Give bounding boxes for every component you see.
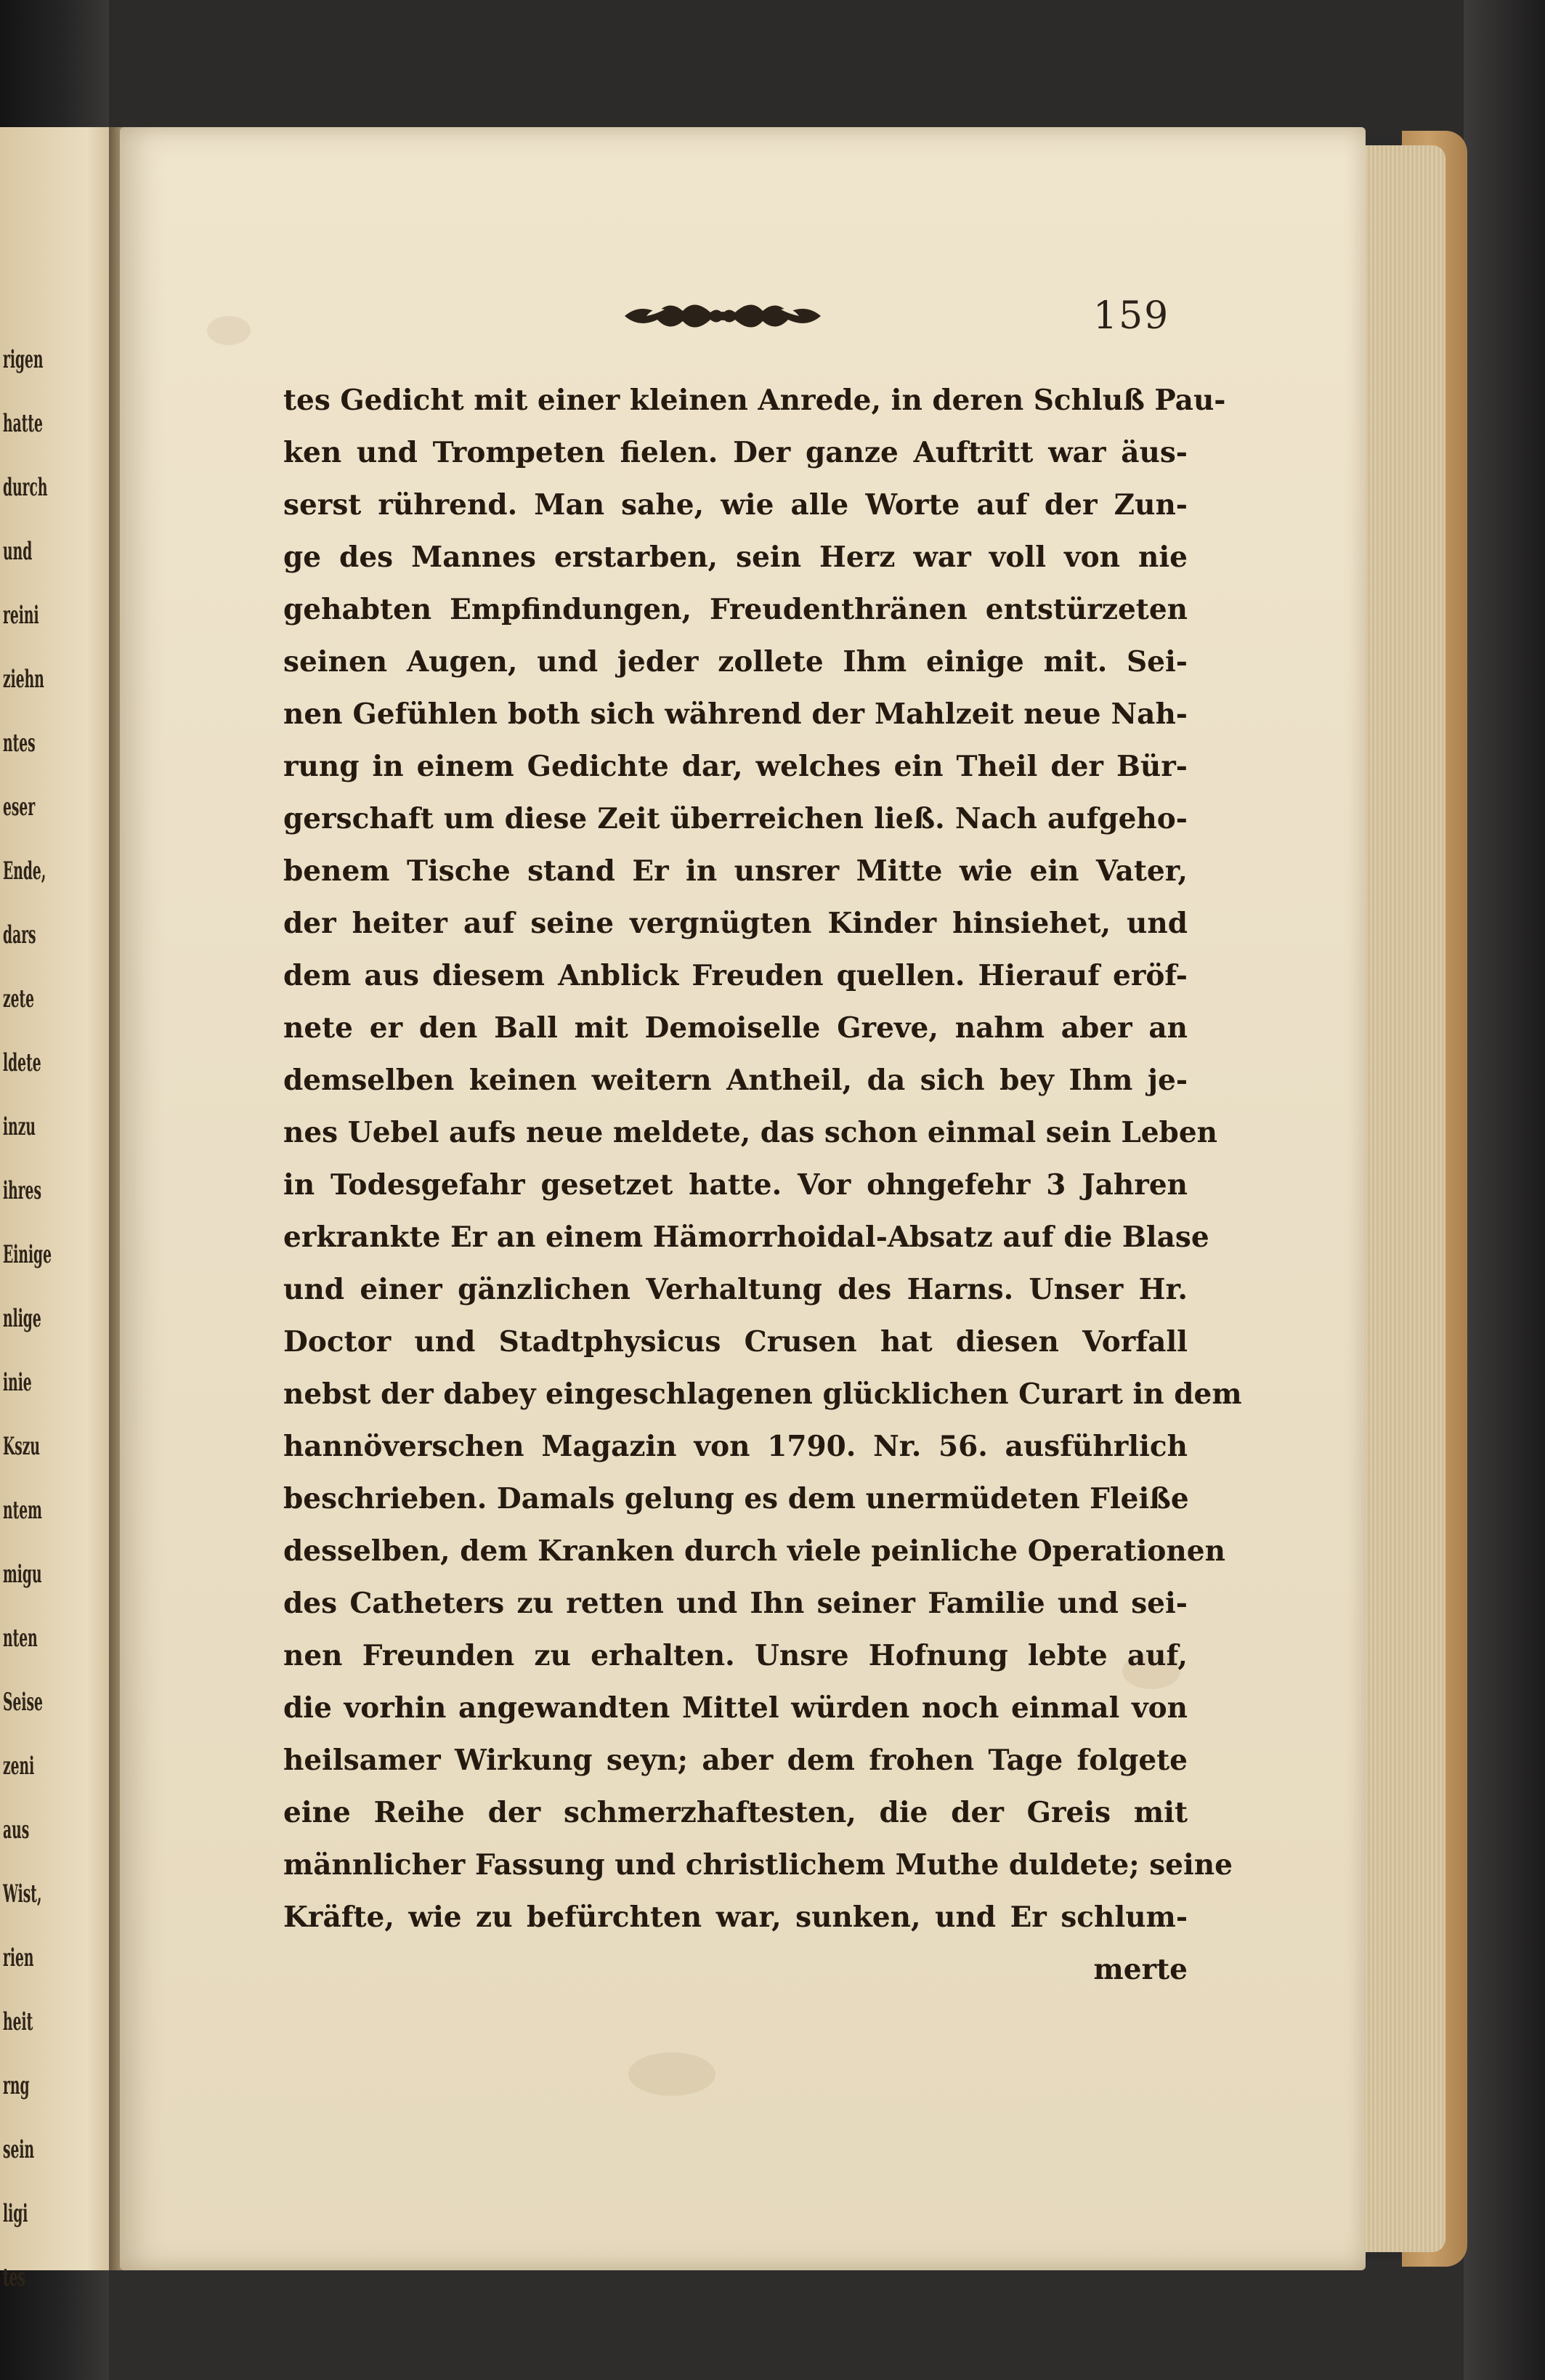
text-line: in Todesgefahr gesetzet hatte. Vor ohngefehr 3 Jahren (283, 1168, 1188, 1202)
left-page-fragment-text: nlige (3, 1304, 41, 1333)
text-line: beschrieben. Damals gelung es dem unermüdeten Fleiße (283, 1482, 1189, 1515)
text-line: heilsamer Wirkung seyn; aber dem frohen Tage folgete (283, 1744, 1188, 1777)
background-top (0, 0, 1545, 138)
text-line: merte (1093, 1953, 1188, 1986)
text-line: männlicher Fassung und christlichem Muthe duldete; seine (283, 1848, 1233, 1882)
left-page-fragment-text: Wist, (3, 1879, 42, 1909)
left-page-fragment-text: Ende, (3, 857, 46, 886)
text-line: desselben, dem Kranken durch viele peinliche Operationen (283, 1534, 1225, 1568)
text-line: tes Gedicht mit einer kleinen Anrede, in deren Schluß Pau- (283, 384, 1226, 417)
left-page-fragment-text: hatte (3, 409, 43, 438)
left-page-fragment-text: ziehn (3, 665, 44, 694)
text-line: nebst der dabey eingeschlagenen glücklichen Curart in dem (283, 1377, 1242, 1411)
left-page-fragment-text: migu (3, 1560, 42, 1589)
left-page-fragment-text: zeni (3, 1752, 35, 1781)
text-line: nen Gefühlen both sich während der Mahlzeit neue Nah- (283, 697, 1188, 731)
text-line: und einer gänzlichen Verhaltung des Harns. Unser Hr. (283, 1273, 1188, 1306)
left-page-fragment-text: sein (3, 2135, 35, 2164)
left-page-fragment (0, 127, 123, 2292)
text-line: nen Freunden zu erhalten. Unsre Hofnung lebte auf, (283, 1639, 1188, 1672)
text-line: seinen Augen, und jeder zollete Ihm einige mit. Sei- (283, 645, 1188, 679)
text-line: des Catheters zu retten und Ihn seiner Familie und sei- (283, 1587, 1188, 1620)
text-line: nete er den Ball mit Demoiselle Greve, nahm aber an (283, 1011, 1188, 1045)
text-line: nes Uebel aufs neue meldete, das schon einmal sein Leben (283, 1116, 1217, 1149)
left-page-fragment-text: zete (3, 984, 35, 1013)
text-line: hannöverschen Magazin von 1790. Nr. 56. ausführlich (283, 1430, 1188, 1463)
left-page-fragment-text: dars (3, 920, 36, 950)
text-line: benem Tische stand Er in unsrer Mitte wie ein Vater, (283, 854, 1188, 888)
text-line: Kräfte, wie zu befürchten war, sunken, und Er schlum- (283, 1901, 1188, 1934)
text-line: eine Reihe der schmerzhaftesten, die der Greis mit (283, 1796, 1188, 1829)
left-page-fragment-text: und (3, 537, 33, 566)
background-right (1464, 0, 1545, 2380)
left-page-fragment-text: aus (3, 1816, 30, 1845)
left-page-fragment-text: rng (3, 2071, 30, 2100)
text-line: Doctor und Stadtphysicus Crusen hat diesen Vorfall (283, 1325, 1188, 1359)
text-line: ge des Mannes erstarben, sein Herz war voll von nie (283, 541, 1188, 574)
text-line: der heiter auf seine vergnügten Kinder hinsiehet, und (283, 907, 1188, 940)
left-page-fragment-text: tes (3, 2263, 26, 2292)
left-page-fragment-text: nten (3, 1624, 38, 1653)
page-number: 159 (1093, 294, 1170, 338)
text-line: die vorhin angewandten Mittel würden noch einmal von (283, 1691, 1188, 1725)
left-page-fragment-text: ligi (3, 2199, 28, 2228)
left-page-fragment-text: rien (3, 1943, 34, 1972)
text-line: dem aus diesem Anblick Freuden quellen. Hierauf eröf- (283, 959, 1188, 992)
text-line: ken und Trompeten fielen. Der ganze Auftritt war äus- (283, 436, 1188, 469)
left-page-fragment-text: ntem (3, 1496, 42, 1525)
page-stain (207, 316, 251, 345)
text-line: rung in einem Gedichte dar, welches ein Theil der Bür- (283, 750, 1188, 783)
left-page-fragment-text: rigen (3, 345, 44, 374)
text-line: demselben keinen weitern Antheil, da sich bey Ihm je- (283, 1064, 1188, 1097)
ornament-vignette-icon (625, 291, 821, 341)
text-line: serst rührend. Man sahe, wie alle Worte auf der Zun- (283, 488, 1188, 522)
left-page-fragment-text: Einige (3, 1240, 52, 1269)
left-page-fragment-text: ntes (3, 729, 36, 758)
left-page-fragment-text: ihres (3, 1176, 41, 1205)
body-text (283, 374, 1242, 1996)
left-page-fragment-text: reini (3, 601, 39, 630)
left-page-fragment-text: eser (3, 793, 36, 822)
left-page-fragment-text: heit (3, 2007, 33, 2036)
left-page-fragment-text: Seise (3, 1688, 43, 1717)
left-page-fragment-text: Kszu (3, 1432, 41, 1461)
page-edges-stack (1358, 145, 1445, 2252)
left-page-fragment-text: inie (3, 1368, 32, 1397)
text-line: erkrankte Er an einem Hämorrhoidal-Absatz auf die Blase (283, 1221, 1209, 1254)
left-page-fragment-text: ldete (3, 1048, 41, 1077)
page-stain (628, 2052, 715, 2096)
text-line: gerschaft um diese Zeit überreichen ließ. Nach aufgeho- (283, 802, 1188, 835)
background-bottom (0, 2259, 1545, 2380)
left-page-fragment-text: inzu (3, 1112, 36, 1141)
text-line: gehabten Empfindungen, Freudenthränen entstürzeten (283, 593, 1188, 626)
left-page-fragment-text: durch (3, 473, 48, 502)
